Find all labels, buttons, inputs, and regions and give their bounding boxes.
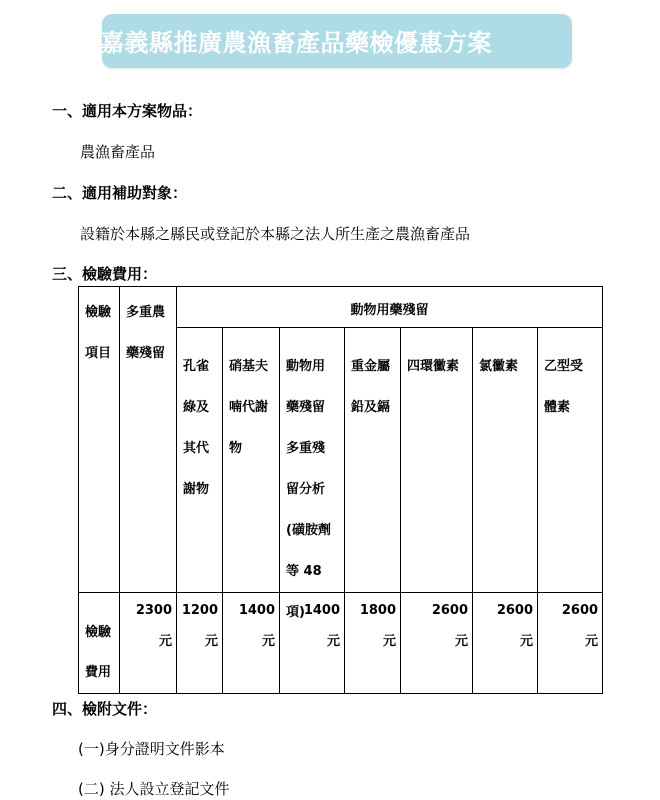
column-malachite (177, 328, 223, 593)
column-nitrofuran (223, 328, 280, 593)
column-line: 綠及 (183, 400, 210, 415)
column-line: 孔雀 (183, 359, 210, 374)
column-top-label: 多重農 (126, 305, 166, 320)
column-line: 物 (229, 441, 243, 456)
price-cell (538, 593, 603, 694)
column-line: 等 48 項) (286, 564, 322, 620)
price-cell (223, 593, 280, 694)
price-value: 2300 (135, 603, 172, 618)
group-header: 動物用藥殘留 (350, 303, 429, 318)
section1-heading: 一、適用本方案物品： (52, 102, 203, 120)
item-label-line: 項目 (85, 346, 112, 361)
fee-label-cell (79, 593, 120, 694)
section2-heading: 二、適用補助對象： (52, 184, 188, 202)
column-chloramphenicol (473, 328, 538, 593)
document-item: (二) 法人設立登記文件 (78, 780, 230, 798)
price-unit: 元 (158, 634, 172, 649)
column-line: 氯黴素 (479, 359, 519, 374)
price-value: 2600 (431, 603, 468, 618)
column-line: 乙型受 (544, 359, 584, 374)
price-value: 1400 (238, 603, 275, 618)
price-value: 1400 (303, 603, 340, 618)
group-header-cell (177, 287, 603, 328)
section1-body: 農漁畜產品 (80, 143, 156, 161)
price-unit: 元 (326, 634, 340, 649)
section4-heading: 四、檢附文件： (52, 700, 158, 718)
price-value: 2600 (496, 603, 533, 618)
price-cell (120, 593, 177, 694)
price-unit: 元 (261, 634, 275, 649)
item-label-line: 檢驗 (85, 305, 112, 320)
column-line: 謝物 (183, 482, 210, 497)
column-pesticide (120, 287, 177, 593)
price-cell (401, 593, 473, 694)
section2-body: 設籍於本縣之縣民或登記於本縣之法人所生產之農漁畜產品 (80, 225, 471, 243)
column-tetracycline (401, 328, 473, 593)
column-heavy-metal (345, 328, 401, 593)
fee-label-line: 檢驗 (85, 625, 112, 640)
price-unit: 元 (454, 634, 468, 649)
price-cell (345, 593, 401, 694)
price-cell (473, 593, 538, 694)
price-cell (177, 593, 223, 694)
column-line: 藥殘留 (286, 400, 326, 415)
column-line: 多重殘 (286, 441, 326, 456)
price-unit: 元 (519, 634, 533, 649)
fee-table (78, 286, 603, 694)
column-line: 其代 (183, 441, 210, 456)
fee-label-line: 費用 (85, 665, 112, 680)
column-beta-agonist (538, 328, 603, 593)
title-banner (102, 14, 572, 68)
section3-heading: 三、檢驗費用： (52, 265, 158, 283)
column-line: 留分析 (286, 482, 326, 497)
item-label-cell (79, 287, 120, 593)
column-line: (磺胺劑 (286, 523, 331, 538)
column-line: 體素 (544, 400, 571, 415)
column-line: 重金屬 (351, 359, 391, 374)
price-unit: 元 (204, 634, 218, 649)
price-value: 1800 (359, 603, 396, 618)
column-line: 硝基夫 (229, 359, 269, 374)
price-value: 1200 (181, 603, 218, 618)
price-unit: 元 (382, 634, 396, 649)
column-line: 四環黴素 (407, 359, 460, 374)
column-line: 藥殘留 (126, 346, 166, 361)
price-value: 2600 (561, 603, 599, 618)
column-line: 鉛及鎘 (351, 400, 391, 415)
column-line: 動物用 (286, 359, 326, 374)
page-title: 嘉義縣推廣農漁畜產品藥檢優惠方案 (100, 29, 492, 57)
price-unit: 元 (585, 634, 599, 649)
column-line: 喃代謝 (229, 400, 269, 415)
document-item: (一)身分證明文件影本 (78, 740, 225, 758)
